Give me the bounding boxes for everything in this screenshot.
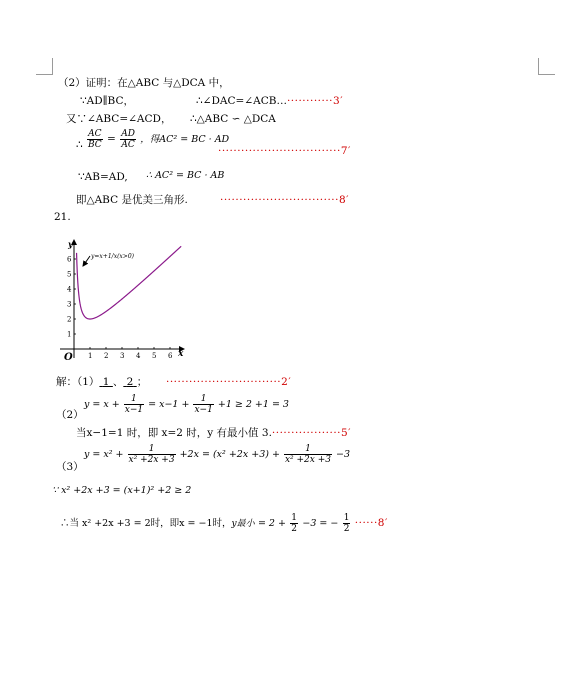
equals: = <box>107 133 116 145</box>
proof-line-3-score <box>218 144 351 158</box>
proof-result: ，得AC² = BC · AD <box>140 134 230 145</box>
proof-angle-given: 又∵∠ABC=∠ACD， <box>66 113 172 125</box>
proof-parallel: ∵AD∥BC， <box>80 95 134 107</box>
proof-angle-eq: ∴∠DAC=∠ACB… <box>196 95 287 107</box>
proof-line-2b <box>190 112 276 126</box>
eq-part: y = x + <box>84 399 120 410</box>
proof-conclusion: 即△ABC 是优美三角形. <box>76 194 188 206</box>
answer-end: ； <box>136 376 148 388</box>
proof-line-1 <box>80 94 134 108</box>
y-tick-label: 6 <box>67 255 72 264</box>
eq-part: −3 <box>336 449 351 460</box>
fraction-1-over-x-minus-1: $\frac{1}{x-1}$ <box>194 394 213 415</box>
score-dots: ·················· <box>271 427 341 439</box>
solution-1 <box>56 375 147 389</box>
x-tick-label: 4 <box>136 352 141 360</box>
y-axis-label: y <box>68 239 73 249</box>
proof-line-1b <box>196 94 343 108</box>
proof-line-4 <box>78 170 128 184</box>
score-dots: ······························· <box>220 194 339 206</box>
answer-separator: 、 <box>112 376 124 388</box>
page-corner-mark-left <box>36 58 53 75</box>
fraction-1-over-quadratic: $\frac{1}{\text{x² +2x +3}}$ <box>128 444 175 465</box>
proof-line-5 <box>76 193 188 207</box>
curve-label: y=x+1/x(x>0) <box>91 253 134 260</box>
solution-3-equation <box>84 442 350 468</box>
answer-blank-2: 2 <box>126 376 134 388</box>
y-tick-label: 2 <box>67 315 72 324</box>
score-3: 3′ <box>333 95 344 107</box>
fraction-ac-bc: $\frac{AC}{BC}$ <box>88 128 102 150</box>
x-tick-label: 6 <box>168 352 173 360</box>
answer-blank-1: 1 <box>102 376 110 388</box>
proof-line-3 <box>76 127 229 157</box>
score-2: 2′ <box>281 376 292 388</box>
score-dots: ······························ <box>166 376 282 388</box>
fraction-one-half: $\frac{1}{2}$ <box>343 512 350 534</box>
score-5: 5′ <box>341 427 352 439</box>
function-graph <box>54 236 194 366</box>
curve-label-arrow <box>83 256 90 266</box>
eq-part: y = x² + <box>84 449 124 460</box>
solution-3-since: ∵ x² +2x +3 = (x+1)² +2 ≥ 2 <box>52 485 192 496</box>
y-tick-label: 5 <box>67 270 72 279</box>
score-7: 7′ <box>340 145 351 157</box>
question-number: 21. <box>54 211 71 223</box>
eq-part: +2x = (x² +2x +3) + <box>179 449 280 460</box>
solution-1-prefix: 解：（1） <box>56 376 100 388</box>
fraction-1-over-quadratic: $\frac{1}{\text{x² +2x +3}}$ <box>284 444 331 465</box>
therefore-symbol: ∴ <box>76 139 83 151</box>
score-dots: ············ <box>286 95 334 107</box>
solution-1-score <box>166 375 291 389</box>
page-corner-mark-right <box>538 58 555 75</box>
proof-intro: （2）证明：在△ABC 与△DCA 中， <box>58 77 230 89</box>
x-tick-label: 1 <box>88 352 93 360</box>
solution-2-label: （2） <box>56 409 84 421</box>
x-tick-label: 5 <box>152 352 157 360</box>
x-axis-label: x <box>178 349 184 359</box>
solution-3-label: （3） <box>56 461 84 473</box>
score-8: 8′ <box>377 517 388 529</box>
eq-part: −3 = − <box>302 518 339 529</box>
y-min: y最小 <box>231 519 255 529</box>
proof-ac-squared: ∴ AC² = BC · AB <box>146 170 225 181</box>
proof-line-2 <box>66 112 171 126</box>
x-tick-label: 3 <box>120 352 125 360</box>
score-dots: ······ <box>354 517 378 529</box>
origin-label: O <box>64 352 73 363</box>
proof-line-5-score <box>220 193 349 207</box>
eq-part: = 2 + <box>257 518 286 529</box>
solution-2-when <box>76 426 351 440</box>
fraction-ad-ac: $\frac{AD}{AC}$ <box>121 128 135 150</box>
score-dots: ································ <box>218 145 341 157</box>
y-tick-label: 1 <box>67 330 72 339</box>
x-tick-label: 2 <box>104 352 109 360</box>
score-8: 8′ <box>338 194 350 206</box>
fraction-one-half: $\frac{1}{2}$ <box>291 512 298 534</box>
y-axis-ticks <box>67 256 76 339</box>
proof-line-4b <box>146 169 224 183</box>
proof-similar: ∴△ABC ∽ △DCA <box>190 113 276 125</box>
fraction-1-over-x-minus-1: $\frac{1}{x-1}$ <box>124 394 144 415</box>
condition-statement: ∴当 x² +2x +3 = 2时，即x = −1时， <box>60 518 232 529</box>
y-tick-label: 4 <box>67 285 72 294</box>
proof-ab-ad: ∵AB=AD, <box>78 171 128 183</box>
eq-part: = x−1 + <box>148 399 190 410</box>
minimum-statement: 当x−1=1 时，即 x=2 时，y 有最小值 3. <box>76 427 272 439</box>
solution-2-equation <box>84 393 289 417</box>
solution-3-when <box>60 510 388 537</box>
y-tick-label: 3 <box>67 300 72 309</box>
eq-part: +1 ≥ 2 +1 = 3 <box>217 399 289 410</box>
